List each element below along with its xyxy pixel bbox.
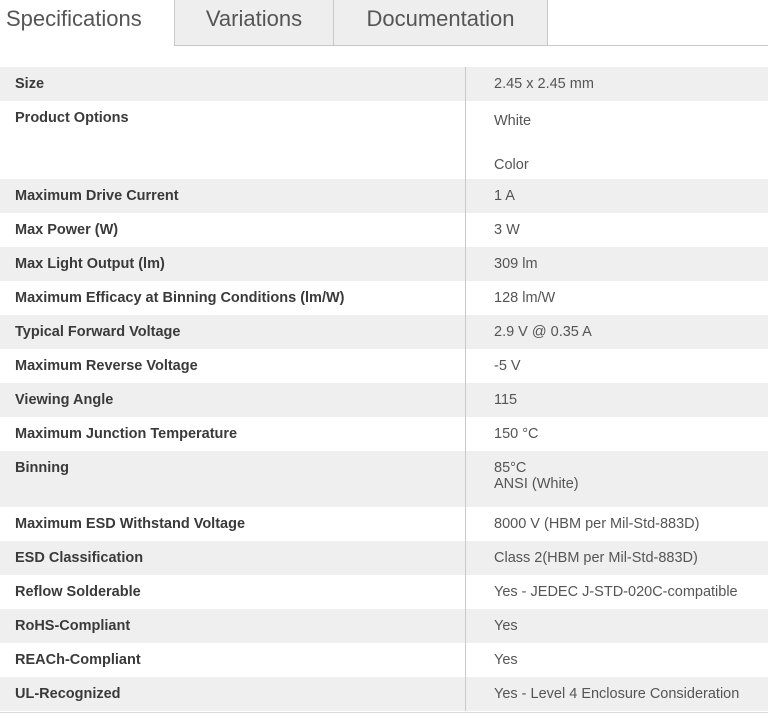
spec-label: Maximum Reverse Voltage [0,349,466,383]
spec-value [466,541,768,575]
spec-value-line: 115 [494,392,518,408]
spec-value-line: Yes - Level 4 Enclosure Consideration [494,686,740,702]
spec-label: Reflow Solderable [0,575,466,609]
tab-documentation[interactable]: Documentation [334,0,548,45]
table-row [0,541,768,575]
table-row [0,677,768,711]
spec-label: Size [0,67,466,101]
spec-value [466,281,768,315]
spec-label: Max Power (W) [0,213,466,247]
tab-bar [0,0,768,46]
spec-value [466,247,768,281]
spec-label: ESD Classification [0,541,466,575]
spec-value [466,609,768,643]
spec-value [466,507,768,541]
spec-value [466,213,768,247]
spec-value-line: Yes - JEDEC J-STD-020C-compatible [494,584,738,600]
spec-label: Maximum Drive Current [0,179,466,213]
spec-value [466,101,768,179]
table-row [0,213,768,247]
table-row [0,247,768,281]
spec-value-line: Color [494,157,529,173]
spec-value-line: 85°C [494,460,527,476]
table-row [0,507,768,541]
table-row [0,609,768,643]
spec-value-line: Yes [494,652,518,668]
spec-label: RoHS-Compliant [0,609,466,643]
spec-value-line: Class 2(HBM per Mil-Std-883D) [494,550,698,566]
specifications-table [0,67,768,711]
spec-value-line: 1 A [494,188,515,204]
spec-value [466,383,768,417]
spec-label: Viewing Angle [0,383,466,417]
spec-value-line: 3 W [494,222,520,238]
table-row [0,417,768,451]
table-row [0,349,768,383]
spec-value-line: -5 V [494,358,521,374]
spec-value-line [494,132,768,154]
spec-label: Binning [0,451,466,507]
table-row [0,383,768,417]
spec-value-line: 309 lm [494,256,538,272]
spec-label: Maximum Efficacy at Binning Conditions (lm/W) [0,281,466,315]
table-bottom-divider [0,712,768,713]
table-row [0,643,768,677]
tab-specifications[interactable]: Specifications [0,0,175,46]
spec-label: Product Options [0,101,466,179]
spec-label: Maximum ESD Withstand Voltage [0,507,466,541]
table-row [0,281,768,315]
spec-value-line: 2.9 V @ 0.35 A [494,324,592,340]
spec-value-line: 8000 V (HBM per Mil-Std-883D) [494,516,700,532]
spec-label: REACh-Compliant [0,643,466,677]
tab-bar-divider [175,45,768,46]
spec-label: Typical Forward Voltage [0,315,466,349]
spec-value [466,349,768,383]
spec-label: Maximum Junction Temperature [0,417,466,451]
spec-label: Max Light Output (lm) [0,247,466,281]
table-row [0,575,768,609]
spec-value [466,67,768,101]
tab-variations[interactable]: Variations [175,0,334,45]
table-row [0,451,768,507]
spec-value [466,451,768,507]
table-row [0,315,768,349]
spec-value-line: ANSI (White) [494,476,579,492]
table-row [0,67,768,101]
table-row [0,101,768,179]
spec-value [466,417,768,451]
spec-value-line: 150 °C [494,426,539,442]
spec-value [466,643,768,677]
spec-label: UL-Recognized [0,677,466,711]
spec-value [466,575,768,609]
spec-value-line: Yes [494,618,518,634]
spec-value-line: 128 lm/W [494,290,556,306]
spec-value [466,315,768,349]
spec-value [466,677,768,711]
spec-value [466,179,768,213]
table-row [0,179,768,213]
spec-value-line: 2.45 x 2.45 mm [494,76,594,92]
spec-value-line: White [494,113,532,129]
